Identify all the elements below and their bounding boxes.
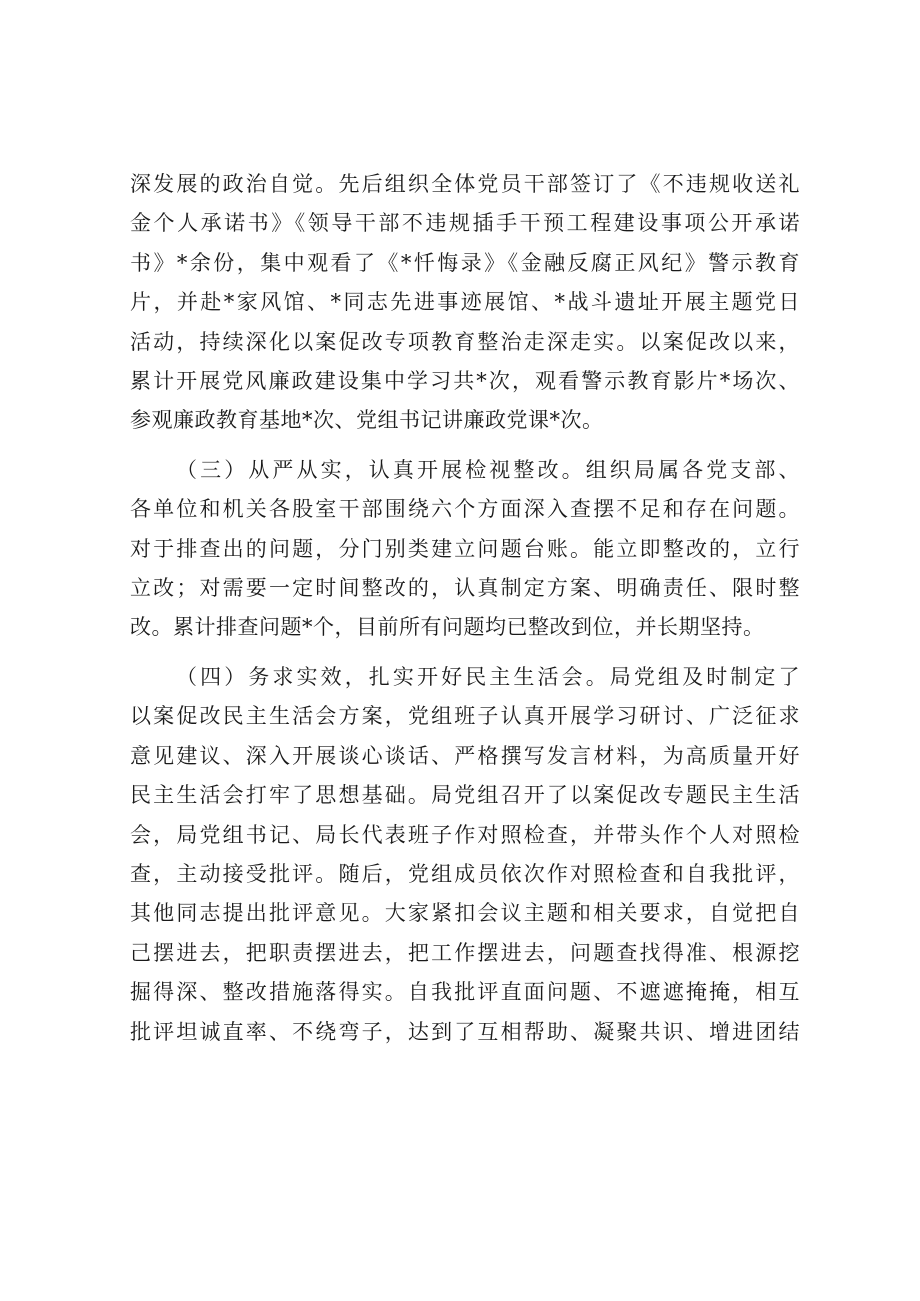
text-line: 己摆进去，把职责摆进去，把工作摆进去，问题查找得准、根源挖 [130,940,800,965]
text-line: 参观廉政教育基地*次、党组书记讲廉政党课*次。 [130,408,604,433]
section-heading-line: （三）从严从实，认真开展检视整改。组织局属各党支部、 [176,457,800,482]
paragraph-commitment-and-education [130,165,800,441]
text-line: 活动，持续深化以案促改专项教育整治走深走实。以案促改以来， [130,329,800,354]
text-line: 会，局党组书记、局长代表班子作对照检查，并带头作个人对照检 [130,822,800,847]
text-line: 批评坦诚直率、不绕弯子，达到了互相帮助、凝聚共识、增进团结 [130,1019,800,1044]
paragraph-section-four-democratic-life-meeting [130,658,800,1052]
text-line: 以案促改民主生活会方案，党组班子认真开展学习研讨、广泛征求 [130,704,800,729]
text-line: 累计开展党风廉政建设集中学习共*次，观看警示教育影片*场次、 [130,369,800,394]
text-line: 其他同志提出批评意见。大家紧扣会议主题和相关要求，自觉把自 [130,901,800,926]
text-line: 立改；对需要一定时间整改的，认真制定方案、明确责任、限时整 [130,576,800,601]
text-line: 意见建议、深入开展谈心谈话、严格撰写发言材料，为高质量开好 [130,743,800,768]
section-heading-line: （四）务求实效，扎实开好民主生活会。局党组及时制定了 [176,664,800,689]
text-line: 书》*余份，集中观看了《*忏悔录》《金融反腐正风纪》警示教育 [130,250,800,275]
paragraph-section-three-rectification [130,451,800,648]
document-body [130,165,800,1052]
text-line: 金个人承诺书》《领导干部不违规插手干预工程建设事项公开承诺 [130,211,800,236]
text-line: 查，主动接受批评。随后，党组成员依次作对照检查和自我批评， [130,861,800,886]
text-line: 深发展的政治自觉。先后组织全体党员干部签订了《不违规收送礼 [130,172,800,196]
text-line: 改。累计排查问题*个，目前所有问题均已整改到位，并长期坚持。 [130,615,765,640]
text-line: 各单位和机关各股室干部围绕六个方面深入查摆不足和存在问题。 [130,497,800,522]
text-line: 片，并赴*家风馆、*同志先进事迹展馆、*战斗遗址开展主题党日 [130,290,800,315]
text-line: 对于排查出的问题，分门别类建立问题台账。能立即整改的，立行 [130,536,800,561]
text-line: 民主生活会打牢了思想基础。局党组召开了以案促改专题民主生活 [130,783,800,808]
text-line: 掘得深、整改措施落得实。自我批评直面问题、不遮遮掩掩，相互 [130,980,800,1005]
